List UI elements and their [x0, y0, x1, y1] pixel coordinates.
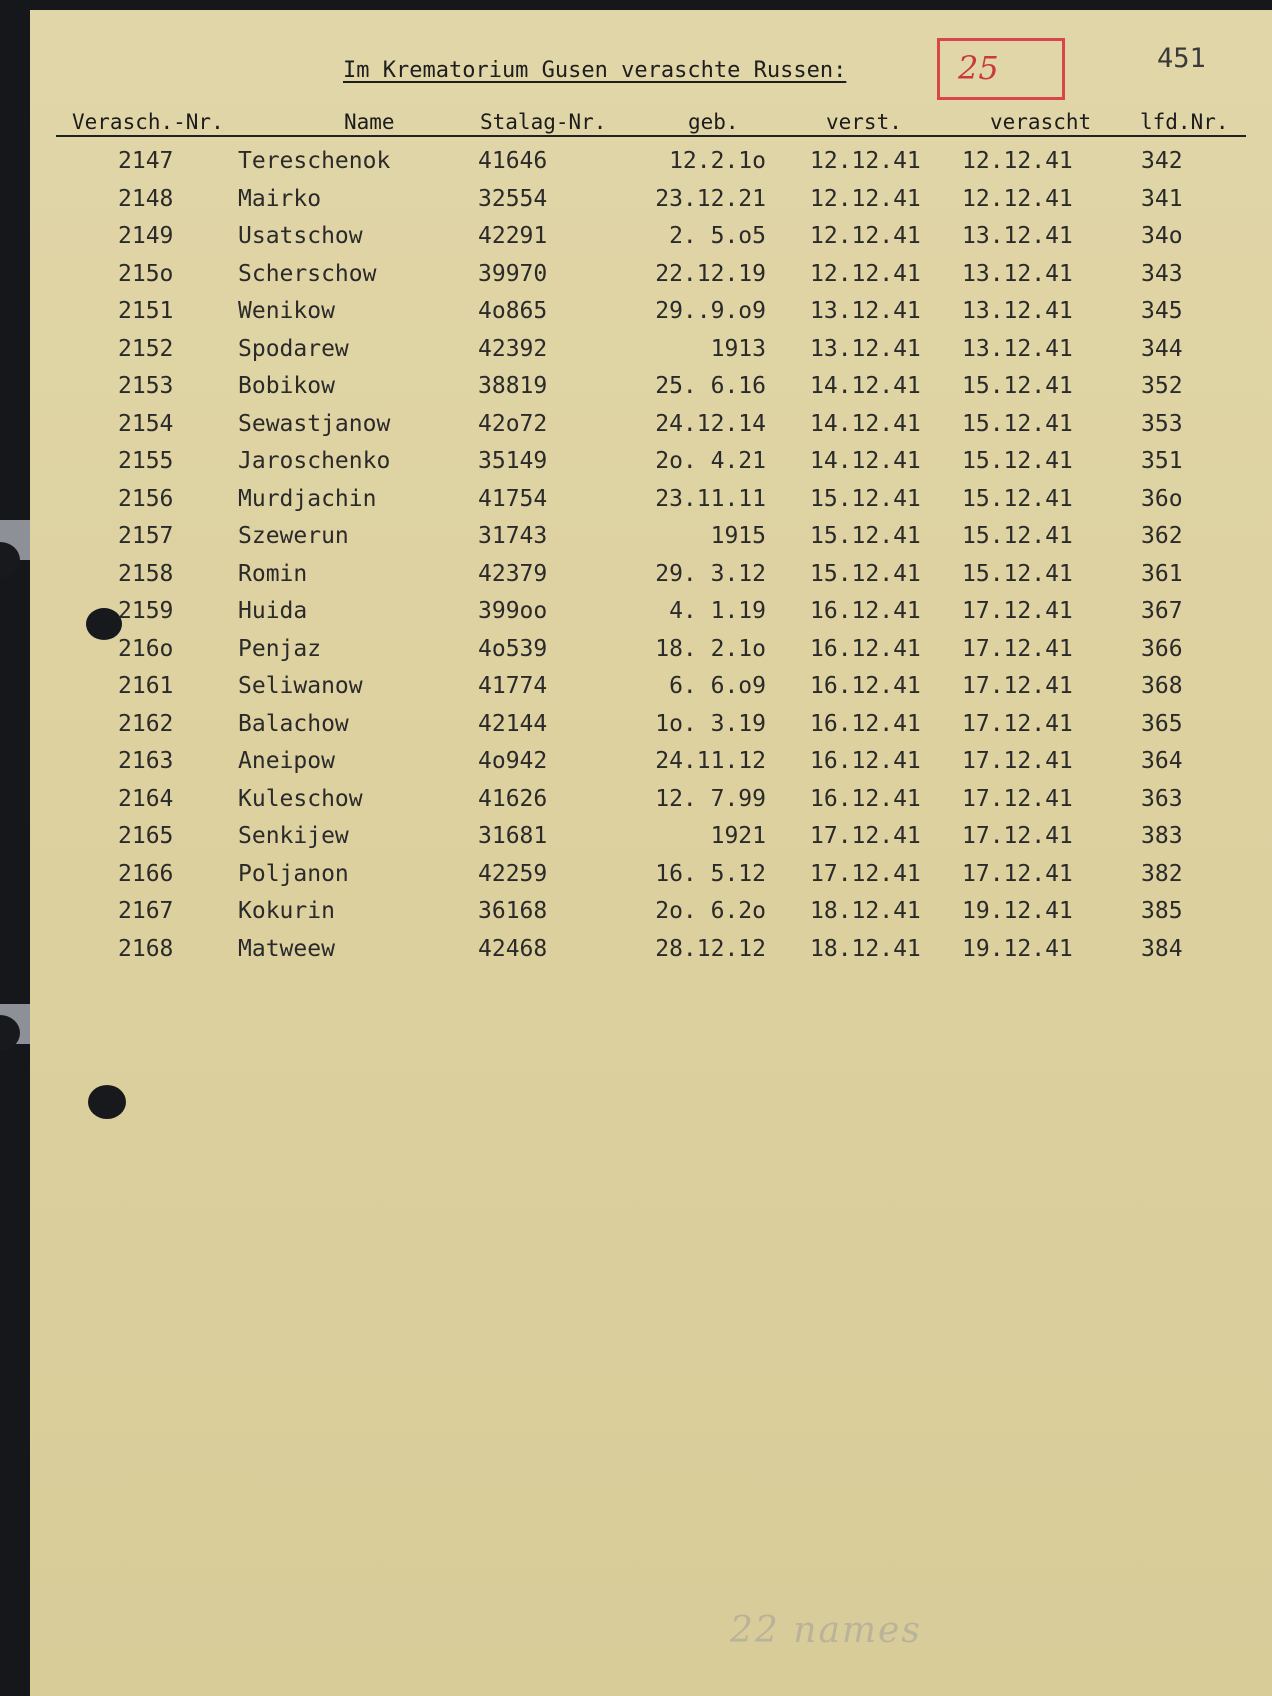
table-cell: 18. 2.1o: [655, 635, 766, 662]
table-cell: 1915: [710, 523, 766, 549]
table-cell: 2163: [118, 748, 174, 774]
table-cell: 1921: [710, 823, 766, 849]
table-cell: 364: [1141, 748, 1183, 774]
table-cell: Murdjachin: [238, 485, 377, 512]
table-cell: Seliwanow: [238, 673, 363, 699]
table-cell: 2157: [118, 523, 174, 549]
table-cell: 35149: [478, 448, 548, 474]
table-cell: 367: [1141, 598, 1183, 624]
table-cell: 2165: [118, 823, 174, 849]
table-cell: 2164: [118, 785, 174, 812]
table-cell: 341: [1141, 185, 1183, 212]
table-cell: 17.12.41: [962, 598, 1073, 624]
document-title: Im Krematorium Gusen veraschte Russen:: [343, 58, 847, 83]
table-cell: 12.12.41: [810, 148, 921, 174]
table-cell: 42o72: [478, 410, 548, 437]
table-cell: Szewerun: [238, 523, 349, 549]
table-cell: Balachow: [238, 710, 349, 737]
table-cell: 34o: [1141, 223, 1183, 249]
table-cell: 29. 3.12: [655, 560, 766, 587]
table-cell: 17.12.41: [962, 635, 1073, 662]
table-cell: 15.12.41: [962, 448, 1073, 474]
table-cell: 15.12.41: [810, 560, 921, 587]
table-cell: 4o539: [478, 635, 548, 662]
table-cell: 24.11.12: [655, 748, 766, 774]
table-cell: Penjaz: [238, 635, 322, 662]
table-cell: 368: [1141, 673, 1183, 699]
table-cell: 361: [1141, 560, 1183, 587]
table-cell: 2158: [118, 560, 174, 587]
table-cell: 32554: [478, 185, 548, 212]
table-cell: 13.12.41: [962, 260, 1073, 287]
table-cell: 38819: [478, 373, 548, 399]
column-header: verst.: [826, 110, 902, 134]
table-cell: 12.12.41: [810, 185, 921, 212]
table-cell: 216o: [118, 635, 174, 662]
table-cell: 13.12.41: [962, 223, 1073, 249]
table-cell: 42468: [478, 935, 548, 962]
table-cell: 31743: [478, 523, 548, 549]
table-cell: 36o: [1141, 485, 1183, 512]
table-cell: 4o865: [478, 298, 548, 324]
table-cell: 41774: [478, 673, 548, 699]
table-cell: 15.12.41: [962, 410, 1073, 437]
table-cell: 14.12.41: [810, 373, 921, 399]
table-cell: 41646: [478, 148, 548, 174]
table-cell: 41626: [478, 785, 548, 812]
table-cell: 15.12.41: [810, 523, 921, 549]
table-cell: Poljanon: [238, 860, 349, 887]
handwritten-note: 22 names: [730, 1610, 922, 1651]
table-cell: 16.12.41: [810, 673, 921, 699]
table-cell: 39970: [478, 260, 548, 287]
table-cell: 41754: [478, 485, 548, 512]
table-cell: 4o942: [478, 748, 548, 774]
table-cell: 344: [1141, 335, 1183, 362]
table-cell: 2162: [118, 710, 174, 737]
table-cell: 383: [1141, 823, 1183, 849]
table-cell: 23.11.11: [655, 485, 766, 512]
handwritten-number: 25: [958, 49, 999, 87]
table-cell: Jaroschenko: [238, 448, 391, 474]
table-cell: 366: [1141, 635, 1183, 662]
ink-blot: [86, 608, 122, 640]
table-cell: Kokurin: [238, 898, 335, 924]
table-cell: 353: [1141, 410, 1183, 437]
column-header: geb.: [688, 110, 739, 134]
ink-blot: [88, 1085, 126, 1119]
table-cell: 16.12.41: [810, 785, 921, 812]
table-cell: 384: [1141, 935, 1183, 962]
table-cell: 4. 1.19: [669, 598, 766, 624]
table-cell: 15.12.41: [962, 560, 1073, 587]
table-cell: 17.12.41: [810, 860, 921, 887]
table-cell: 17.12.41: [962, 748, 1073, 774]
table-cell: Sewastjanow: [238, 410, 391, 437]
table-cell: 2159: [118, 598, 174, 624]
table-cell: Bobikow: [238, 373, 335, 399]
table-cell: Romin: [238, 560, 308, 587]
table-cell: Aneipow: [238, 748, 335, 774]
table-cell: Scherschow: [238, 260, 377, 287]
table-cell: 13.12.41: [962, 335, 1073, 362]
column-header: Stalag-Nr.: [480, 110, 607, 134]
table-cell: 2156: [118, 485, 174, 512]
table-cell: 2o. 6.2o: [655, 898, 766, 924]
table-cell: 12.12.41: [962, 148, 1073, 174]
table-cell: 16.12.41: [810, 635, 921, 662]
table-cell: 2149: [118, 223, 174, 249]
table-cell: 42259: [478, 860, 548, 887]
table-cell: 13.12.41: [810, 335, 921, 362]
table-cell: 1913: [710, 335, 766, 362]
table-cell: 17.12.41: [810, 823, 921, 849]
table-cell: 215o: [118, 260, 174, 287]
table-cell: 18.12.41: [810, 898, 921, 924]
table-cell: 2. 5.o5: [669, 223, 766, 249]
table-cell: 345: [1141, 298, 1183, 324]
table-cell: 15.12.41: [962, 373, 1073, 399]
table-cell: Usatschow: [238, 223, 363, 249]
table-cell: 14.12.41: [810, 448, 921, 474]
table-cell: 17.12.41: [962, 860, 1073, 887]
table-cell: 363: [1141, 785, 1183, 812]
table-cell: 16.12.41: [810, 748, 921, 774]
table-cell: 2153: [118, 373, 174, 399]
column-header: verascht: [990, 110, 1092, 134]
table-cell: 17.12.41: [962, 785, 1073, 812]
table-cell: 343: [1141, 260, 1183, 287]
table-cell: Spodarew: [238, 335, 349, 362]
table-cell: 22.12.19: [655, 260, 766, 287]
table-cell: 13.12.41: [810, 298, 921, 324]
table-cell: 2151: [118, 298, 174, 324]
table-cell: Matweew: [238, 935, 335, 962]
table-cell: 17.12.41: [962, 710, 1073, 737]
table-cell: 42379: [478, 560, 548, 587]
table-cell: 14.12.41: [810, 410, 921, 437]
table-cell: 382: [1141, 860, 1183, 887]
table-cell: 15.12.41: [810, 485, 921, 512]
table-cell: 12. 7.99: [655, 785, 766, 812]
table-cell: 16.12.41: [810, 598, 921, 624]
table-cell: 29..9.o9: [655, 298, 766, 324]
table-cell: 362: [1141, 523, 1183, 549]
table-cell: 12.12.41: [810, 260, 921, 287]
table-cell: 15.12.41: [962, 485, 1073, 512]
handwritten-number-box: [937, 38, 1065, 100]
table-cell: 2154: [118, 410, 174, 437]
table-cell: 16.12.41: [810, 710, 921, 737]
table-cell: 2168: [118, 935, 174, 962]
column-header: Name: [344, 110, 395, 134]
table-cell: 42291: [478, 223, 548, 249]
table-cell: 25. 6.16: [655, 373, 766, 399]
table-cell: Wenikow: [238, 298, 335, 324]
table-cell: 17.12.41: [962, 823, 1073, 849]
table-cell: 19.12.41: [962, 898, 1073, 924]
column-header: lfd.Nr.: [1140, 110, 1229, 134]
table-cell: 399oo: [478, 598, 548, 624]
table-cell: 18.12.41: [810, 935, 921, 962]
table-cell: 42392: [478, 335, 548, 362]
table-cell: 24.12.14: [655, 410, 766, 437]
table-cell: 12.12.41: [962, 185, 1073, 212]
table-cell: 2161: [118, 673, 174, 699]
table-cell: 2147: [118, 148, 174, 174]
table-cell: 17.12.41: [962, 673, 1073, 699]
table-cell: 12.2.1o: [669, 148, 766, 174]
table-cell: Huida: [238, 598, 308, 624]
table-cell: 16. 5.12: [655, 860, 766, 887]
document-page: [30, 10, 1272, 1696]
table-cell: 15.12.41: [962, 523, 1073, 549]
table-cell: Tereschenok: [238, 148, 391, 174]
table-cell: 2155: [118, 448, 174, 474]
table-cell: 1o. 3.19: [655, 710, 766, 737]
table-cell: 342: [1141, 148, 1183, 174]
table-cell: 2o. 4.21: [655, 448, 766, 474]
table-cell: 365: [1141, 710, 1183, 737]
table-cell: 2167: [118, 898, 174, 924]
table-cell: 351: [1141, 448, 1183, 474]
column-header: Verasch.-Nr.: [72, 110, 224, 134]
table-cell: Kuleschow: [238, 785, 363, 812]
table-cell: 42144: [478, 710, 548, 737]
table-cell: Mairko: [238, 185, 322, 212]
table-cell: 19.12.41: [962, 935, 1073, 962]
table-cell: 23.12.21: [655, 185, 766, 212]
table-cell: 13.12.41: [962, 298, 1073, 324]
table-cell: 31681: [478, 823, 548, 849]
table-cell: 2152: [118, 335, 174, 362]
table-cell: 352: [1141, 373, 1183, 399]
table-cell: 12.12.41: [810, 223, 921, 249]
table-cell: 36168: [478, 898, 548, 924]
table-cell: 385: [1141, 898, 1183, 924]
table-cell: 28.12.12: [655, 935, 766, 962]
header-divider: [56, 135, 1246, 137]
table-cell: 6. 6.o9: [669, 673, 766, 699]
table-cell: 2148: [118, 185, 174, 212]
table-cell: 2166: [118, 860, 174, 887]
table-cell: Senkijew: [238, 823, 349, 849]
page-number: 451: [1157, 43, 1206, 74]
